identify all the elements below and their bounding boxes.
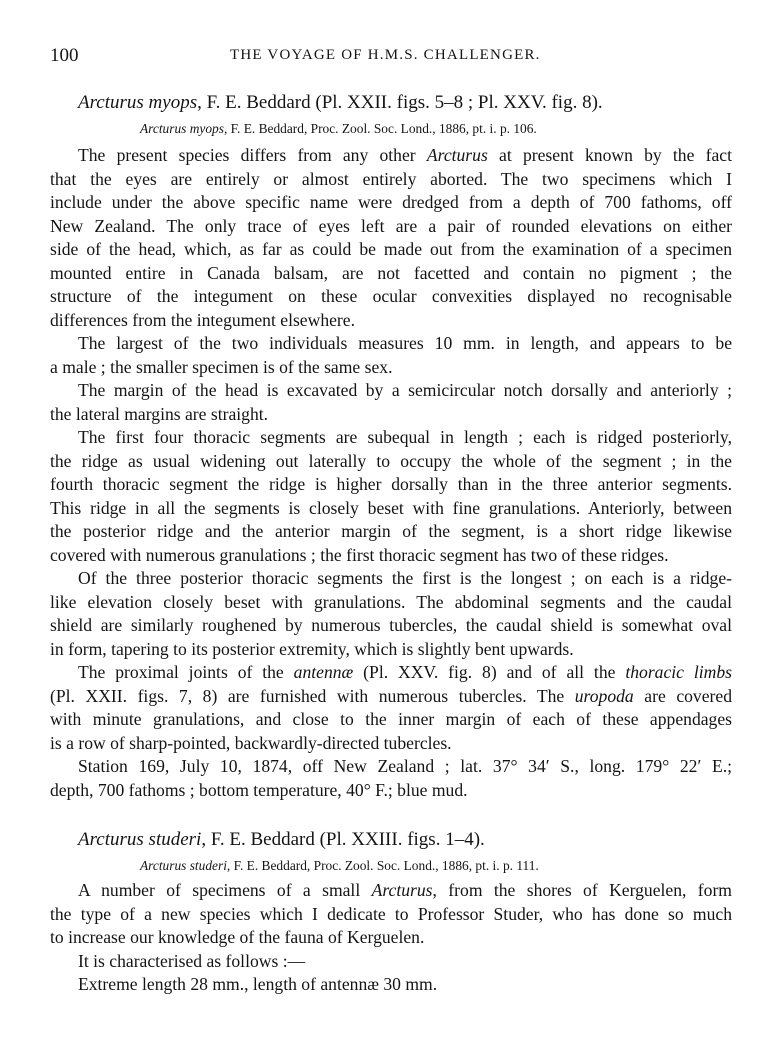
text-line: It is characterised as follows :— — [78, 950, 306, 971]
text-line: shield are similarly roughened by numerous tubercles, the caudal shield is somewhat oval — [50, 615, 732, 635]
paragraph — [50, 379, 732, 426]
paragraph — [50, 973, 732, 997]
text-line: to increase our knowledge of the fauna of Kerguelen. — [50, 927, 425, 947]
synonym-reference: , F. E. Beddard, Proc. Zool. Soc. Lond., 1886, pt. i. p. 106. — [223, 121, 537, 136]
species-heading — [78, 92, 603, 114]
text-line: differences from the integument elsewhere. — [50, 309, 355, 330]
paragraph — [50, 661, 732, 755]
paragraph — [50, 879, 732, 950]
italic-term: Arcturus — [426, 145, 488, 165]
text-line: A number of specimens of a small Arcturus, from the shores of Kerguelen, form — [78, 880, 732, 900]
text-line: The proximal joints of the antennæ (Pl. XXV. fig. 8) and of all the thoracic limbs — [78, 662, 733, 682]
text-line: Of the three posterior thoracic segments the first is the longest ; on each is a ridge- — [78, 568, 732, 588]
synonym-citation — [140, 121, 537, 137]
text-line: The margin of the head is excavated by a semicircular notch dorsally and anteriorly ; — [78, 380, 732, 400]
paragraph — [50, 144, 732, 332]
text-line: (Pl. XXII. figs. 7, 8) are furnished with numerous tubercles. The uropoda are covered — [50, 685, 732, 706]
species-authority: , F. E. Beddard (Pl. XXIII. figs. 1–4). — [201, 829, 485, 850]
text-line: depth, 700 fathoms ; bottom temperature, 40° F.; blue mud. — [50, 779, 468, 800]
synonym-citation — [140, 858, 539, 874]
paragraph — [50, 426, 732, 567]
section-body — [50, 879, 732, 997]
text-line: the posterior ridge and the anterior margin of the segment, is a short ridge likewise — [50, 521, 732, 541]
text-line: is a row of sharp-pointed, backwardly-directed tubercles. — [50, 732, 452, 753]
text-line: in form, tapering to its posterior extremity, which is slightly bent upwards. — [50, 638, 574, 659]
text-line: The present species differs from any other Arcturus at present known by the fact — [78, 145, 732, 165]
synonym-reference: , F. E. Beddard, Proc. Zool. Soc. Lond., 1886, pt. i. p. 111. — [226, 858, 539, 873]
paragraph — [50, 755, 732, 802]
text-line: fourth thoracic segment the ridge is higher dorsally than in the three anterior segments. — [50, 474, 732, 494]
text-line: a male ; the smaller specimen is of the same sex. — [50, 356, 393, 377]
paragraph — [50, 332, 732, 379]
text-line: the type of a new species which I dedicate to Professor Studer, who has done so much — [50, 903, 732, 924]
text-line: include under the above specific name were dredged from a depth of 700 fathoms, off — [50, 192, 732, 212]
text-line: This ridge in all the segments is closely beset with fine granulations. Anteriorly, between — [50, 497, 732, 518]
text-line: that the eyes are entirely or almost entirely aborted. The two specimens which I — [50, 168, 732, 189]
running-head — [50, 45, 734, 69]
text-line: The first four thoracic segments are subequal in length ; each is ridged posteriorly, — [78, 427, 732, 447]
species-authority: , F. E. Beddard (Pl. XXII. figs. 5–8 ; Pl. XXV. fig. 8). — [197, 92, 603, 113]
section-body — [50, 144, 732, 802]
text-line: New Zealand. The only trace of eyes left are a pair of rounded elevations on either — [50, 215, 732, 236]
synonym-name: Arcturus studeri — [140, 858, 227, 873]
species-name: Arcturus myops — [78, 92, 198, 113]
text-line: with minute granulations, and close to the inner margin of each of these appendages — [50, 709, 732, 729]
paragraph — [50, 567, 732, 661]
running-title: THE VOYAGE OF H.M.S. CHALLENGER. — [230, 47, 541, 63]
text-line: Extreme length 28 mm., length of antennæ 30 mm. — [78, 974, 438, 994]
text-line: mounted entire in Canada balsam, are not facetted and contain no pigment ; the — [50, 262, 732, 283]
text-line: side of the head, which, as far as could be made out from the examination of a specimen — [50, 239, 732, 259]
species-heading — [78, 829, 485, 851]
italic-term: uropoda — [574, 685, 634, 706]
paragraph — [50, 950, 732, 974]
italic-term: Arcturus — [371, 880, 433, 900]
text-line: The largest of the two individuals measures 10 mm. in length, and appears to be — [78, 333, 732, 353]
text-line: like elevation closely beset with granulations. The abdominal segments and the caudal — [50, 591, 732, 612]
text-line: the ridge as usual widening out laterally to occupy the whole of the segment ; in the — [50, 450, 732, 471]
italic-term: thoracic limbs — [625, 662, 733, 682]
italic-term: antennæ — [293, 662, 354, 682]
text-line: covered with numerous granulations ; the first thoracic segment has two of these ridges. — [50, 544, 669, 565]
page-number: 100 — [50, 45, 79, 66]
text-line: the lateral margins are straight. — [50, 403, 269, 424]
text-line: structure of the integument on these ocular convexities displayed no recognisable — [50, 286, 732, 306]
synonym-name: Arcturus myops — [140, 121, 224, 136]
text-line: Station 169, July 10, 1874, off New Zealand ; lat. 37° 34′ S., long. 179° 22′ E.; — [78, 756, 732, 776]
species-name: Arcturus studeri — [78, 829, 202, 850]
